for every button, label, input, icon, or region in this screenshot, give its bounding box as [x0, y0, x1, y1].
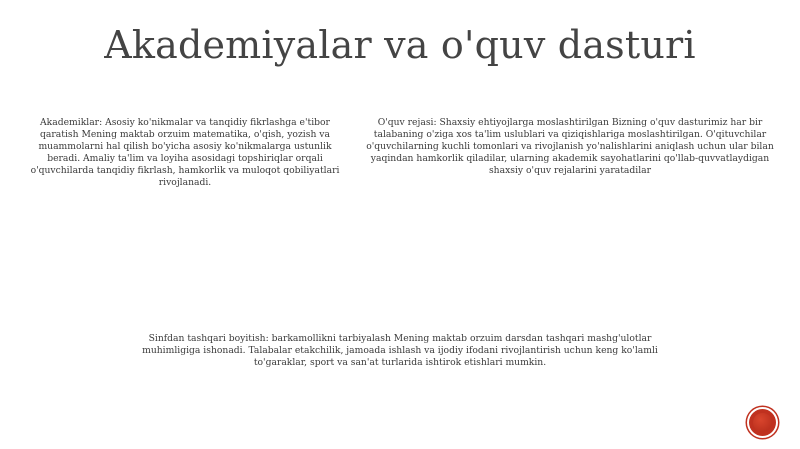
curriculum-text-block: O'quv rejasi: Shaxsiy ehtiyojlarga moslashtirilgan Bizning o'quv dasturimiz har bir talabaning o'ziga xos ta'lim uslublari va qiziqishlariga moslashtirilgan. O'qituvchilar o'quvchilarning kuchli tomonlari va rivojlanish yo'nalishlarini aniqlash uchun ular bilan yaqindan hamkorlik qiladilar, ularning akademik sayohatlarini qo'llab-quvvatlaydigan shaxsiy o'quv rejalarini yaratadilar — [366, 117, 774, 176]
slide-title: Akademiyalar va o'quv dasturi — [104, 23, 696, 67]
extracurricular-text-block: Sinfdan tashqari boyitish: barkamollikni tarbiyalash Mening maktab orzuim darsdan tashqari mashg'ulotlar muhimligiga ishonadi. Talabalar etakchilik, jamoada ishlash va ijodiy ifodani rivojlantirish uchun keng ko'lamli to'garaklar, sport va san'at turlarida ishtirok etishlari mumkin. — [142, 333, 658, 368]
circle-next-icon[interactable] — [749, 409, 776, 436]
academics-text-block: Akademiklar: Asosiy ko'nikmalar va tanqidiy fikrlashga e'tibor qaratish Mening maktab orzuim matematika, o'qish, yozish va muammolarni hal qilish bo'yicha asosiy ko'nikmalarga ustunlik beradi. Amaliy ta'lim va loyiha asosidagi topshiriqlar orqali o'quvchilarda tanqidiy fikrlash, hamkorlik va muloqot qobiliyatlari rivojlanadi. — [30, 117, 340, 188]
